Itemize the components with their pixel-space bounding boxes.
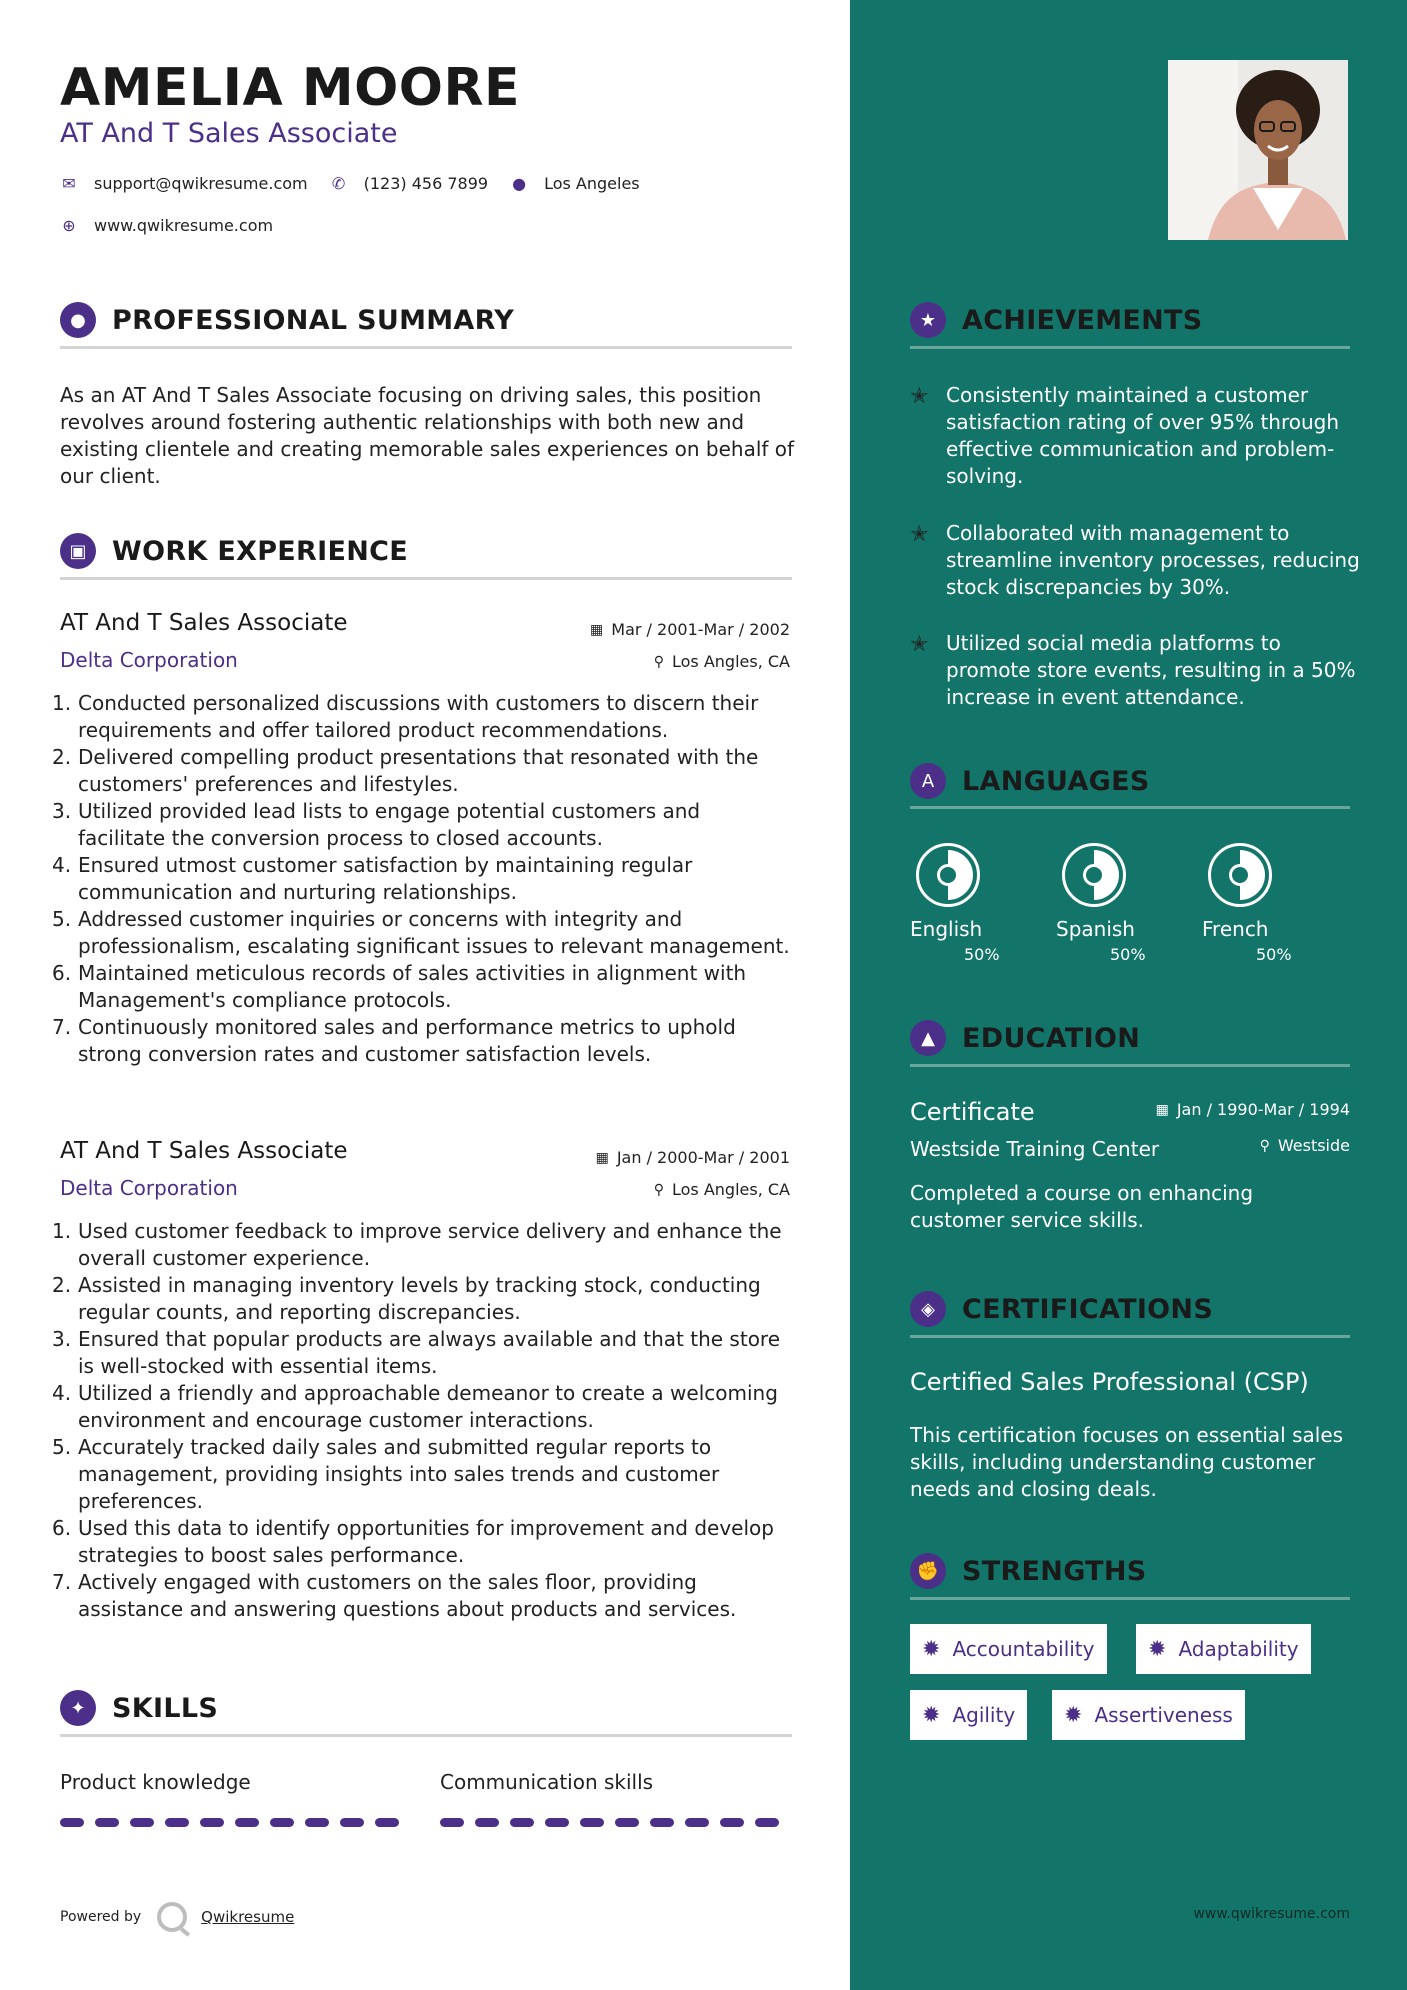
education-school: Westside Training Center [910,1137,1160,1161]
job-duties [52,690,792,1068]
job-title: AT And T Sales Associate [60,610,348,636]
skill-label: Communication skills [440,1770,654,1794]
star-icon: ✭ [910,522,929,547]
contact-row [60,174,662,193]
list-item: 6. Used this data to identify opportunities for improvement and develop strategies to boost sales performance. [52,1516,774,1567]
list-item: 4. Utilized a friendly and approachable demeanor to create a welcoming environment and encourage customer interactions. [52,1381,778,1432]
candidate-name: AMELIA MOORE [60,58,521,118]
divider [60,577,792,580]
education-description: Completed a course on enhancing customer service skills. [910,1181,1254,1232]
calendar-icon: ▦ [590,621,604,638]
language-level-ring [1208,843,1272,907]
education-degree: Certificate [910,1098,1035,1126]
star-icon: ✭ [910,384,929,409]
badge-icon: ✹ [922,1702,941,1728]
strength-chip: ✹ Adaptability [1136,1624,1311,1674]
achievement-item: ✭ Collaborated with management to streamline inventory processes, reducing stock discrepancies by 30%. [910,521,1360,599]
summary-heading: ● PROFESSIONAL SUMMARY [60,302,514,338]
star-icon: ✭ [910,632,929,657]
divider [910,1335,1350,1338]
language-item: Spanish 50% [1056,843,1146,964]
brand-link[interactable]: Qwikresume [201,1908,295,1926]
globe-icon: ⊕ [62,216,76,235]
footer-brand: Powered by Qwikresume [60,1902,294,1932]
candidate-title: AT And T Sales Associate [60,118,398,149]
strength-chip: ✹ Accountability [910,1624,1107,1674]
job-location: ⚲ Los Angles, CA [653,652,790,671]
divider [60,1734,792,1737]
education-heading: ▲ EDUCATION [910,1020,1140,1056]
experience-heading: ▣ WORK EXPERIENCE [60,533,408,569]
list-item: 5. Accurately tracked daily sales and submitted regular reports to management, providing insights into sales trends and customer preferences. [52,1435,720,1513]
certification-description: This certification focuses on essential sales skills, including understanding customer needs and closing deals. [910,1423,1344,1501]
skill-label: Product knowledge [60,1770,251,1794]
profile-photo-illustration [1168,60,1348,240]
list-item: 7. Actively engaged with customers on the sales floor, providing assistance and answering questions about products and services. [52,1570,737,1621]
divider [910,1597,1350,1600]
language-item: English 50% [910,843,1000,964]
profile-photo [1168,60,1348,240]
achievements-heading: ★ ACHIEVEMENTS [910,302,1203,338]
email-item[interactable]: ✉ support@qwikresume.com [60,174,308,193]
mail-icon: ✉ [62,174,76,193]
fist-icon: ✊ [910,1553,946,1589]
skill-meter [440,1818,790,1827]
website-item[interactable]: ⊕ www.qwikresume.com [60,216,273,235]
pin-icon: ⚲ [653,653,664,670]
strengths-heading: ✊ STRENGTHS [910,1553,1147,1589]
job-duties [52,1218,792,1623]
phone-icon: ✆ [331,174,346,193]
footer-site[interactable]: www.qwikresume.com [1193,1906,1350,1922]
divider [60,346,792,349]
achievement-item: ✭ Utilized social media platforms to promote store events, resulting in a 50% increase in event attendance. [910,631,1356,709]
divider [910,346,1350,349]
award-icon: ★ [910,302,946,338]
list-item: 4. Ensured utmost customer satisfaction by maintaining regular communication and nurturing relationships. [52,853,693,904]
job-dates: ▦ Mar / 2001-Mar / 2002 [590,620,790,639]
list-item: 6. Maintained meticulous records of sales activities in alignment with Management's compliance protocols. [52,961,747,1012]
badge-icon: ✹ [1064,1702,1083,1728]
user-icon: ● [60,302,96,338]
languages-heading: A LANGUAGES [910,763,1150,799]
job-title: AT And T Sales Associate [60,1138,348,1164]
job-company: Delta Corporation [60,648,238,672]
pin-icon: ⚲ [1259,1137,1270,1154]
phone-item[interactable]: ✆ (123) 456 7899 [330,174,488,193]
list-item: 1. Conducted personalized discussions with customers to discern their requirements and offer tailored product recommendations. [52,691,759,742]
list-item: 7. Continuously monitored sales and performance metrics to uphold strong conversion rates and customer satisfaction levels. [52,1015,736,1066]
pin-icon: ⚲ [653,1181,664,1198]
qwikresume-logo-icon [157,1902,187,1932]
language-level-ring [1062,843,1126,907]
certificate-icon: ◈ [910,1291,946,1327]
job-location: ⚲ Los Angles, CA [653,1180,790,1199]
map-pin-icon: ● [512,174,527,193]
location-item: ● Los Angeles [510,174,640,193]
education-dates: ▦ Jan / 1990-Mar / 1994 [1155,1100,1350,1119]
graduation-icon: ▲ [910,1020,946,1056]
lightbulb-icon: ✦ [60,1690,96,1726]
language-item: French 50% [1202,843,1292,964]
list-item: 1. Used customer feedback to improve service delivery and enhance the overall customer experience. [52,1219,782,1270]
translate-icon: A [910,763,946,799]
certification-name: Certified Sales Professional (CSP) [910,1368,1309,1396]
badge-icon: ✹ [1148,1636,1167,1662]
certifications-heading: ◈ CERTIFICATIONS [910,1291,1213,1327]
divider [910,806,1350,809]
list-item: 2. Delivered compelling product presentations that resonated with the customers' preferences and lifestyles. [52,745,759,796]
briefcase-icon: ▣ [60,533,96,569]
achievement-item: ✭ Consistently maintained a customer satisfaction rating of over 95% through effective communication and problem-solving. [910,383,1340,488]
list-item: 3. Ensured that popular products are always available and that the store is well-stocked with essential items. [52,1327,781,1378]
website-row [60,216,295,235]
list-item: 2. Assisted in managing inventory levels by tracking stock, conducting regular counts, and reporting discrepancies. [52,1273,761,1324]
language-level-ring [916,843,980,907]
calendar-icon: ▦ [1155,1101,1169,1118]
list-item: 3. Utilized provided lead lists to engage potential customers and facilitate the conversion process to closed accounts. [52,799,701,850]
strength-chip: ✹ Assertiveness [1052,1690,1245,1740]
job-company: Delta Corporation [60,1176,238,1200]
calendar-icon: ▦ [595,1149,609,1166]
education-location: ⚲ Westside [1259,1136,1350,1155]
skill-meter [60,1818,410,1827]
divider [910,1064,1350,1067]
summary-text: As an AT And T Sales Associate focusing on driving sales, this position revolves around fostering authentic relationships with both new and existing clientele and creating memorable sales experiences on behalf of our client. [60,383,795,488]
skills-heading: ✦ SKILLS [60,1690,218,1726]
strength-chip: ✹ Agility [910,1690,1027,1740]
list-item: 5. Addressed customer inquiries or concerns with integrity and professionalism, escalating significant issues to relevant management. [52,907,790,958]
job-dates: ▦ Jan / 2000-Mar / 2001 [595,1148,790,1167]
badge-icon: ✹ [922,1636,941,1662]
